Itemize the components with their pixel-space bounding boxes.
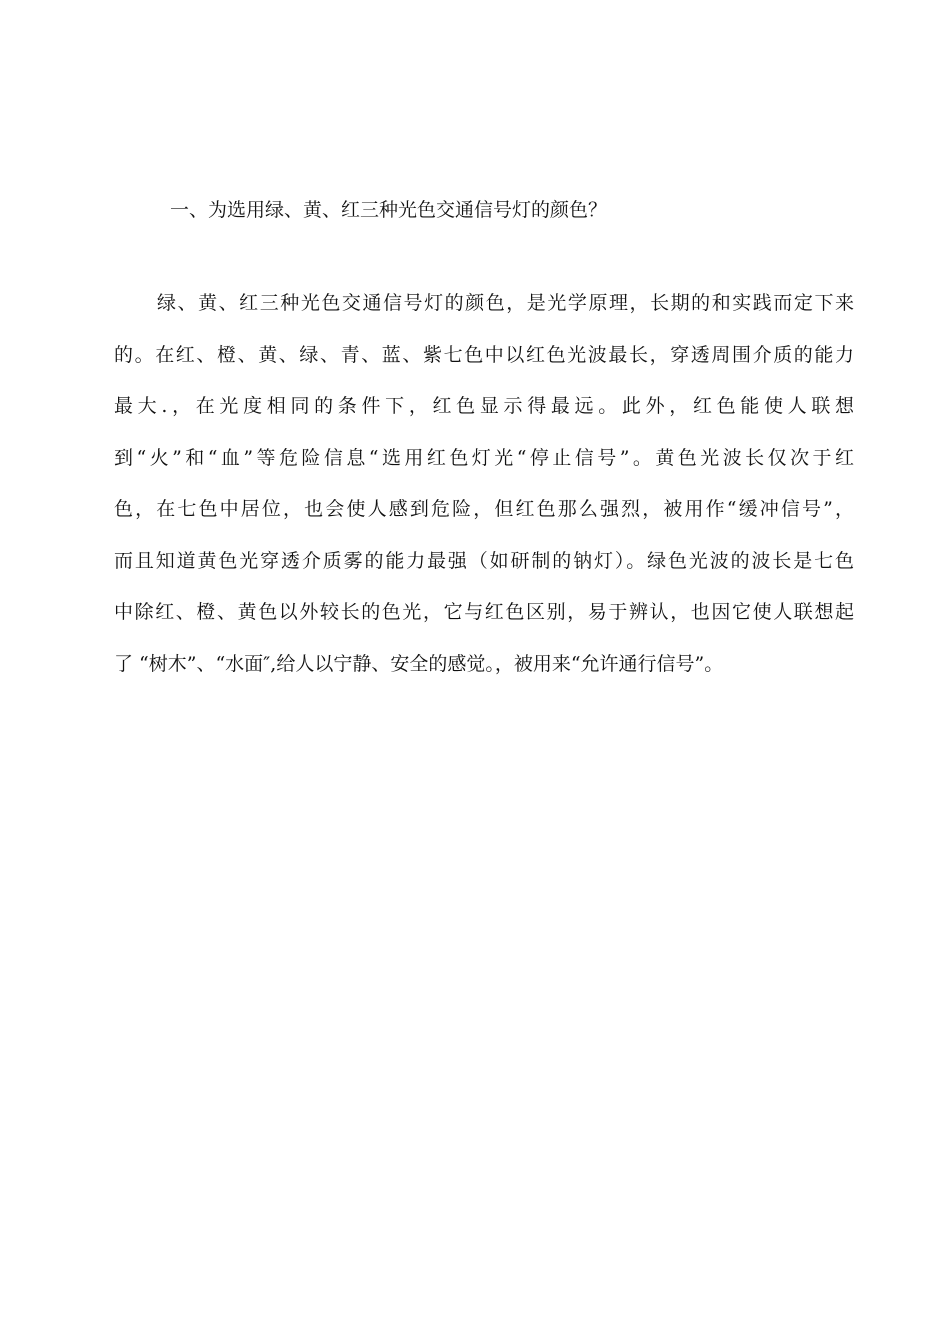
paragraph-line: 色，在七色中居位，也会使人感到危险，但红色那么强烈，被用作“缓冲信号”，: [114, 498, 854, 520]
paragraph-line: 的。在红、橙、黄、绿、青、蓝、紫七色中以红色光波最长，穿透周围介质的能力: [114, 343, 854, 366]
section-heading: 一、为选用绿、黄、红三种光色交通信号灯的颜色？: [170, 199, 608, 221]
paragraph-line: 了 “树木”、“水面″,给人以宁静、安全的感觉。，被用来“允许通行信号”。: [114, 652, 724, 675]
paragraph-line: 最大.，在光度相同的条件下，红色显示得最远。此外，红色能使人联想: [114, 395, 854, 417]
paragraph-line: 中除红、橙、黄色以外较长的色光，它与红色区别，易于辨认，也因它使人联想起: [114, 601, 854, 623]
paragraph-line: 到“火”和“血”等危险信息“选用红色灯光“停止信号”。黄色光波长仅次于红: [114, 446, 854, 469]
paragraph-line: 绿、黄、红三种光色交通信号灯的颜色，是光学原理，长期的和实践而定下来: [157, 292, 854, 314]
paragraph-line: 而且知道黄色光穿透介质雾的能力最强（如研制的钠灯）。绿色光波的波长是七色: [114, 549, 854, 572]
body-paragraph: [114, 288, 854, 700]
